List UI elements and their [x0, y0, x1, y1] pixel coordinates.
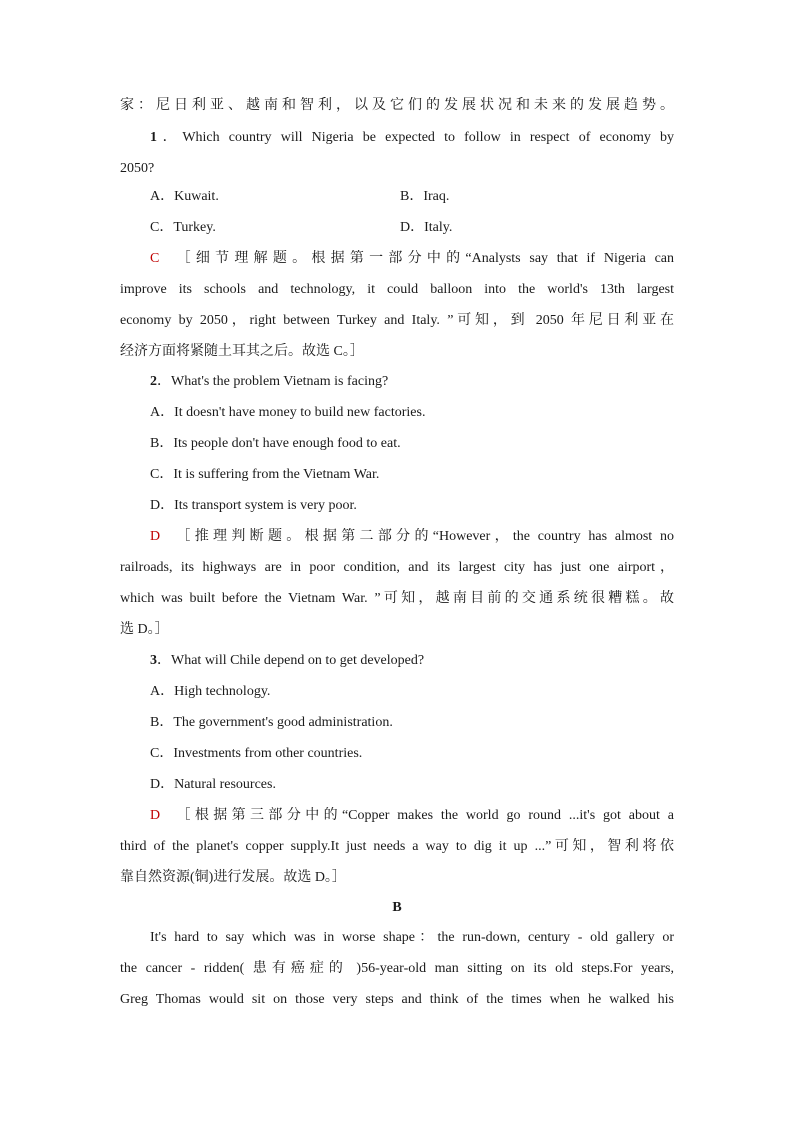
q1-option-b: B．Iraq. — [400, 189, 450, 204]
q2-option-a: A．It doesn't have money to build new factories. — [150, 405, 426, 420]
question-number: 3 — [150, 653, 157, 668]
q3-option-a: A．High technology. — [150, 684, 271, 699]
answer-letter: D — [150, 808, 161, 823]
question-number: 2 — [150, 374, 157, 389]
q2-option-b: B．Its people don't have enough food to eat. — [150, 436, 401, 451]
q2-explanation-line-2: railroads, its highways are in poor condition, and its largest city has just one airport， — [120, 560, 674, 575]
q2-explanation-line-1 — [150, 528, 674, 546]
q2-explanation-line-4: 选 D。］ — [120, 622, 169, 637]
question-2-line-1 — [150, 373, 388, 391]
q2-option-c: C．It is suffering from the Vietnam War. — [150, 467, 380, 482]
q1-option-d: D．Italy. — [400, 220, 453, 235]
answer-letter: D — [150, 529, 161, 544]
question-3-line-1 — [150, 652, 424, 670]
q3-explanation-line-1 — [150, 807, 674, 825]
section-b-line-3: Greg Thomas would sit on those very steps and think of the times when he walked his — [120, 992, 674, 1007]
q1-option-a: A．Kuwait. — [150, 189, 219, 204]
q1-explanation-line-3: economy by 2050，right between Turkey and Italy. ”可知，到 2050 年尼日利亚在 — [120, 313, 674, 328]
question-text: ．What's the problem Vietnam is facing? — [157, 374, 389, 389]
question-number: 1 — [150, 130, 157, 145]
explanation-text: ［细节理解题。根据第一部分中的“Analysts say that if Nigeria can — [171, 251, 674, 266]
question-1-line-1 — [150, 129, 674, 147]
answer-letter: C — [150, 251, 160, 266]
explanation-text: ［根据第三部分中的“Copper makes the world go round ...it's got about a — [172, 808, 674, 823]
q3-option-d: D．Natural resources. — [150, 777, 276, 792]
explanation-text: ［推理判断题。根据第二部分的“However，the country has almost no — [172, 529, 674, 544]
question-text: ．What will Chile depend on to get developed? — [157, 653, 425, 668]
q1-explanation-line-2: improve its schools and technology, it could balloon into the world's 13th largest — [120, 282, 674, 297]
intro-paragraph-tail: 家：尼日利亚、越南和智利，以及它们的发展状况和未来的发展趋势。 — [120, 98, 674, 113]
q2-explanation-line-3: which was built before the Vietnam War. ”可知，越南目前的交通系统很糟糕。故 — [120, 591, 674, 606]
q3-option-b: B．The government's good administration. — [150, 715, 393, 730]
section-b-line-1: It's hard to say which was in worse shape：the run-down, century - old gallery or — [150, 930, 674, 945]
question-1-line-2: 2050? — [120, 161, 155, 176]
section-b-line-2: the cancer - ridden( 患有癌症的 )56-year-old man sitting on its old steps.For years, — [120, 961, 674, 976]
q3-explanation-line-2: third of the planet's copper supply.It just needs a way to dig it up ...”可知，智利将依 — [120, 839, 674, 854]
q2-option-d: D．Its transport system is very poor. — [150, 498, 357, 513]
q3-option-c: C．Investments from other countries. — [150, 746, 363, 761]
q1-explanation-line-4: 经济方面将紧随土耳其之后。故选 C。］ — [120, 344, 364, 359]
q1-explanation-line-1 — [150, 250, 674, 268]
question-text: ．Which country will Nigeria be expected to follow in respect of economy by — [157, 130, 674, 145]
section-b-heading: B — [392, 900, 402, 915]
q3-explanation-line-3: 靠自然资源(铜)进行发展。故选 D。］ — [120, 870, 346, 885]
q1-option-c: C．Turkey. — [150, 220, 216, 235]
